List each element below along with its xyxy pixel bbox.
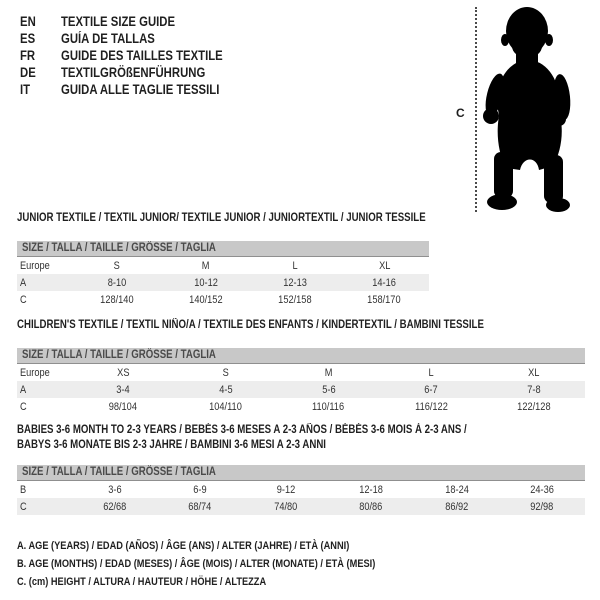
size-cell: 80/86 (359, 500, 383, 513)
size-cell: 9-12 (276, 483, 296, 496)
row-label: B (20, 483, 27, 496)
section-title-babies: BABIES 3-6 MONTH TO 2-3 YEARS / BEBÉS 3-6 MESES A 2-3 AÑOS / BÉBÉS 3-6 MOIS À 2-3 ANS / BABYS 3-6 MONATE BIS 2-3 JAHRE / BAMBINI 3-6 MESI A 2-3 ANNI (17, 424, 467, 451)
baby-height-figure (455, 2, 600, 217)
section-title-children: CHILDREN'S TEXTILE / TEXTIL NIÑO/A / TEXTILE DES ENFANTS / KINDERTEXTIL / BAMBINI TESSILE (17, 319, 484, 331)
size-cell: 74/80 (274, 500, 298, 513)
guide-title-it: GUIDA ALLE TAGLIE TESSILI (61, 82, 220, 97)
size-cell: L (292, 259, 298, 272)
guide-title-fr: GUIDE DES TAILLES TEXTILE (61, 48, 223, 63)
legend-line-b: B. AGE (MONTHS) / EDAD (MESES) / ÂGE (MOIS) / ALTER (MONATE) / ETÀ (MESI) (17, 558, 376, 570)
babies-size-table (17, 481, 585, 515)
size-cell: 14-16 (372, 276, 397, 289)
row-label: C (20, 500, 27, 513)
legend-line-a: A. AGE (YEARS) / EDAD (AÑOS) / ÂGE (ANS) / ALTER (JAHRE) / ETÀ (ANNI) (17, 540, 350, 552)
size-cell: 7-8 (527, 383, 541, 396)
size-cell: S (113, 259, 120, 272)
table-row-age (17, 274, 429, 291)
size-cell: 18-24 (444, 483, 469, 496)
table-row-age (17, 381, 585, 398)
size-cell: 4-5 (219, 383, 233, 396)
guide-title-es: GUÍA DE TALLAS (61, 31, 155, 46)
size-cell: 122/128 (516, 400, 551, 413)
row-label: C (20, 400, 27, 413)
children-size-table (17, 364, 585, 415)
guide-title-de: TEXTILGRÖßENFÜHRUNG (61, 65, 206, 80)
size-cell: 6-9 (193, 483, 207, 496)
table-row-sizes (17, 257, 429, 274)
size-cell: 104/110 (209, 400, 243, 413)
size-cell: XL (378, 259, 391, 272)
measurement-legend (17, 537, 444, 591)
language-row-es (20, 30, 254, 47)
size-cell: 3-6 (108, 483, 122, 496)
size-cell: 10-12 (194, 276, 218, 289)
baby-silhouette-icon (481, 2, 591, 214)
table-row-height (17, 498, 585, 515)
section-title-junior: JUNIOR TEXTILE / TEXTIL JUNIOR/ TEXTILE JUNIOR / JUNIORTEXTIL / JUNIOR TESSILE (17, 212, 426, 224)
size-cell: 128/140 (99, 293, 134, 306)
size-cell: 6-7 (424, 383, 438, 396)
size-cell: 8-10 (107, 276, 126, 289)
language-code: ES (20, 31, 36, 46)
size-cell: 140/152 (189, 293, 223, 306)
table-row-sizes (17, 364, 585, 381)
language-code: EN (20, 14, 36, 29)
language-row-fr (20, 47, 254, 64)
size-cell: 12-18 (359, 483, 384, 496)
section-children-textile (17, 319, 585, 415)
size-cell: 12-13 (283, 276, 307, 289)
table-row-age-months (17, 481, 585, 498)
row-label: Europe (20, 366, 50, 379)
table-row-height (17, 398, 585, 415)
height-dotted-line (475, 7, 477, 212)
size-cell: 68/74 (188, 500, 212, 513)
size-cell: 92/98 (530, 500, 554, 513)
size-cell: 98/104 (109, 400, 138, 413)
row-label: A (20, 383, 27, 396)
language-code: FR (20, 48, 36, 63)
language-code: DE (20, 65, 36, 80)
row-label: A (20, 276, 27, 289)
section-junior-textile (17, 212, 429, 308)
size-cell: 110/116 (312, 400, 345, 413)
section-babies-textile (17, 423, 585, 515)
language-title-list (20, 13, 254, 98)
junior-size-table (17, 257, 429, 308)
size-cell: S (222, 366, 229, 379)
size-cell: 158/170 (367, 293, 402, 306)
language-row-en (20, 13, 254, 30)
language-row-de (20, 64, 254, 81)
size-cell: 62/68 (103, 500, 127, 513)
size-cell: 116/122 (414, 400, 448, 413)
row-label: C (20, 293, 27, 306)
size-cell: XS (117, 366, 130, 379)
language-code: IT (20, 82, 31, 97)
size-header-bar: SIZE / TALLA / TAILLE / GRÖSSE / TAGLIA (17, 241, 429, 257)
size-cell: XL (528, 366, 540, 379)
size-cell: 24-36 (530, 483, 555, 496)
size-cell: M (202, 259, 210, 272)
size-header-bar: SIZE / TALLA / TAILLE / GRÖSSE / TAGLIA (17, 465, 585, 481)
guide-title-en: TEXTILE SIZE GUIDE (61, 14, 176, 29)
size-cell: 152/158 (278, 293, 312, 306)
height-measure-label: C (456, 106, 465, 120)
language-row-it (20, 81, 254, 98)
size-cell: 86/92 (445, 500, 469, 513)
row-label: Europe (20, 259, 50, 272)
table-row-height (17, 291, 429, 308)
legend-line-c: C. (cm) HEIGHT / ALTURA / HAUTEUR / HÖHE / ALTEZZA (17, 576, 267, 588)
size-header-bar: SIZE / TALLA / TAILLE / GRÖSSE / TAGLIA (17, 348, 585, 364)
size-cell: 3-4 (116, 383, 130, 396)
size-cell: M (324, 366, 333, 379)
size-cell: L (428, 366, 434, 379)
size-cell: 5-6 (321, 383, 336, 396)
